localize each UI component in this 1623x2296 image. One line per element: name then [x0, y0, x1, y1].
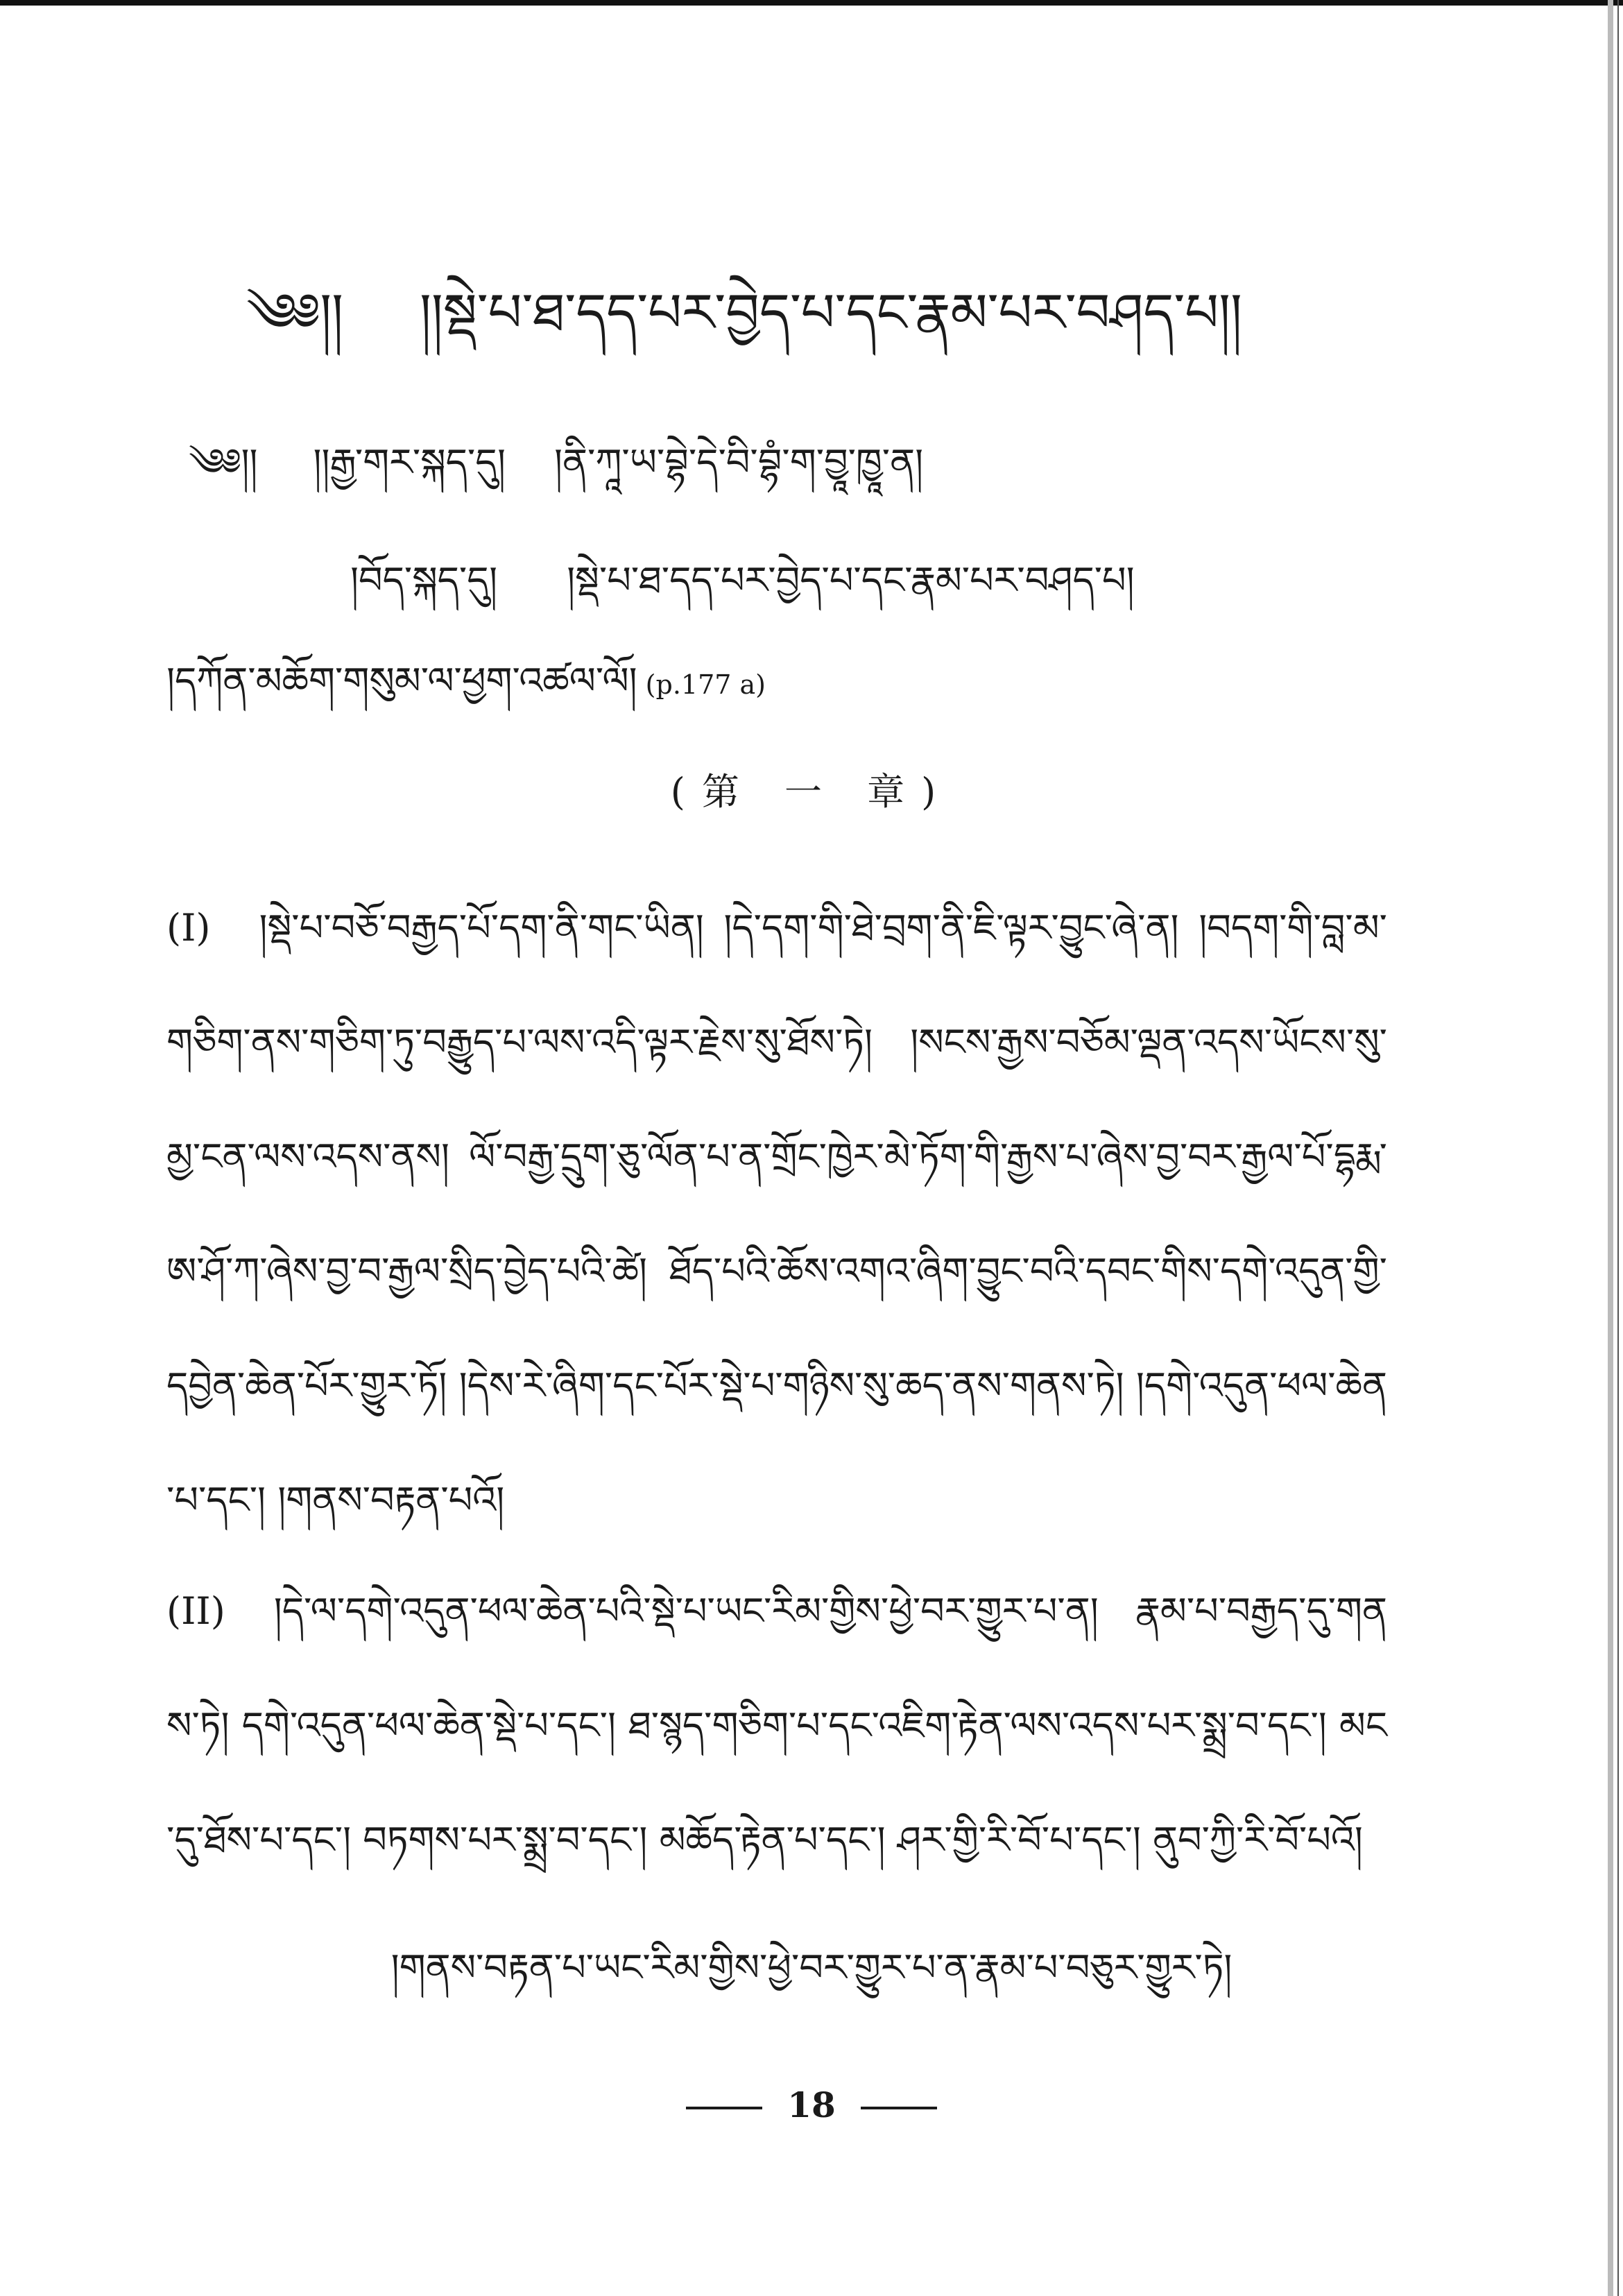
sanskrit-label: །།རྒྱ་གར་སྐད་དུ། [313, 440, 506, 484]
sanskrit-title-line [189, 440, 923, 486]
page-number-dash-left [686, 2107, 762, 2109]
paragraph-2-marker: (II) [166, 1589, 225, 1633]
page-number-dash-right [861, 2107, 937, 2109]
page-number [0, 2084, 1623, 2125]
paragraph-1-marker: (I) [166, 906, 211, 950]
title-text: །།སྡེ་པ་ཐ་དད་པར་བྱེད་པ་དང་རྣམ་པར་བཤད་པ།། [420, 282, 1242, 343]
document-title [246, 281, 1242, 344]
sanskrit-yig-mgo-symbol: ༄༅།། [189, 440, 258, 484]
homage-line [166, 659, 766, 704]
paragraph-2 [166, 1554, 1387, 1897]
top-edge-rule [0, 0, 1623, 6]
homage-text: །དཀོན་མཆོག་གསུམ་ལ་ཕྱག་འཚལ་ལོ། [166, 659, 637, 703]
paragraph-2-text: །དེ་ལ་དགེ་འདུན་ཕལ་ཆེན་པའི་སྡེ་པ་ཡང་རིམ་གྱིས་ཕྱེ་བར་གྱུར་པ་ན། རྣམ་པ་བརྒྱད་དུ་གནས་ཏེ། དགེ་འདུན་ཕལ་ཆེན་སྡེ་པ་དང་། ཐ་སྙད་གཅིག་པ་དང་འཇིག་རྟེན་ལས་འདས་པར་སྨྲ་བ་དང་། མང་དུ་ཐོས་པ་དང་། བཏགས་པར་སྨྲ་བ་དང་། མཆོད་རྟེན་པ་དང་། ཤར་གྱི་རི་བོ་པ་དང་། ནུབ་ཀྱི་རི་བོ་པའོ། [166, 1589, 1387, 1862]
tibetan-label: །བོད་སྐད་དུ། [350, 558, 498, 602]
closing-line: །གནས་བརྟན་པ་ཡང་རིམ་གྱིས་ཕྱེ་བར་གྱུར་པ་ན་རྣམ་པ་བཅུར་གྱུར་ཏེ། [390, 1946, 1233, 1989]
chapter-heading: (第 一 章) [670, 770, 953, 814]
page-number-value: 18 [787, 2084, 836, 2125]
tibetan-title-line [350, 558, 1135, 603]
paragraph-1 [166, 871, 1387, 1557]
paragraph-1-text: །སྡེ་པ་བཅོ་བརྒྱད་པོ་དག་ནི་གང་ཡིན། །དེ་དག་གི་ཐེ་བྲག་ནི་ཇི་ལྟར་བྱུང་ཞེ་ན། །བདག་གི་བླ་མ་གཅིག་ནས་གཅིག་ཏུ་བརྒྱུད་པ་ལས་འདི་ལྟར་རྗེས་སུ་ཐོས་ཏེ། །སངས་རྒྱས་བཅོམ་ལྡན་འདས་ཡོངས་སུ་མྱ་ངན་ལས་འདས་ནས། ལོ་བརྒྱ་དྲུག་ཅུ་ལོན་པ་ན་གྲོང་ཁྱེར་མེ་ཏོག་གི་རྒྱས་པ་ཞེས་བྱ་བར་རྒྱལ་པོ་དྷརྨ་ཨ་ཤོ་ཀ་ཞེས་བྱ་བ་རྒྱལ་སྲིད་བྱེད་པའི་ཚེ། ཐོད་པའི་ཆོས་འགའ་ཞིག་བྱུང་བའི་དབང་གིས་དགེ་འདུན་གྱི་དབྱེན་ཆེན་པོར་གྱུར་ཏོ། །དེས་རེ་ཞིག་དང་པོར་སྡེ་པ་གཉིས་སུ་ཆད་ནས་གནས་ཏེ། །དགེ་འདུན་ཕལ་ཆེན་པ་དང་། །གནས་བརྟན་པའོ། [166, 906, 1387, 1522]
sanskrit-title: །ནི་ཀཱ་ཡ་བྷེ་དེ་བི་བྷཾ་ག་བྱཱ་ཁྱཱ་ན། [554, 440, 924, 484]
title-yig-mgo-symbol: ༄༅།། [246, 282, 343, 343]
tibetan-title: །སྡེ་པ་ཐ་དད་པར་བྱེད་པ་དང་རྣམ་པར་བཤད་པ། [567, 558, 1135, 602]
page-reference: (p.177 a) [645, 669, 766, 700]
